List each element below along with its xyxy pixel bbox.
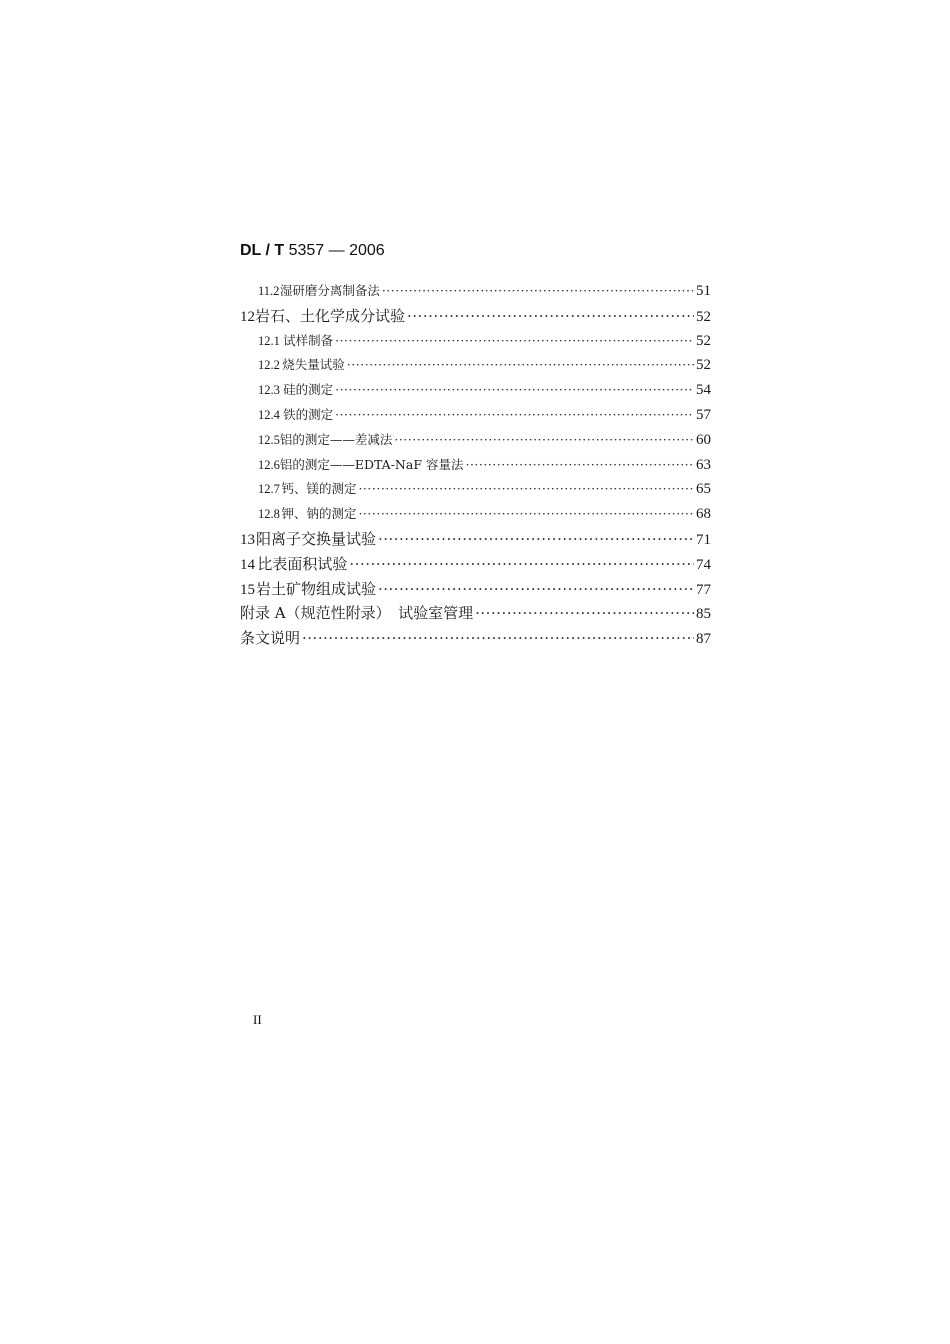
page-number: 63: [696, 456, 711, 473]
toc-row-12-3[interactable]: [240, 378, 711, 403]
section-number: 12.3: [258, 383, 280, 398]
dot-leader: [349, 552, 694, 577]
toc-row-12[interactable]: [240, 304, 711, 329]
section-title: 岩石、土化学成分试验: [255, 306, 406, 325]
section-title: 烧失量试验: [282, 357, 345, 373]
section-number: 12.7: [258, 482, 280, 497]
toc-row-appendix-a[interactable]: [240, 601, 711, 626]
page-header: [240, 242, 385, 260]
section-title: 硅的测定: [283, 382, 334, 398]
toc-row-12-1[interactable]: [240, 329, 711, 354]
section-title: 岩土矿物组成试验: [255, 579, 376, 598]
standard-number: 5357 — 2006: [288, 242, 385, 259]
section-number: 12.1: [258, 333, 280, 348]
page-number: 87: [696, 631, 711, 648]
dot-leader: [335, 329, 694, 354]
toc-row-14[interactable]: [240, 552, 711, 577]
toc-row-explanation[interactable]: [240, 626, 711, 651]
dot-leader: [358, 477, 694, 502]
section-number: 13: [240, 531, 255, 548]
section-title: 湿研磨分离制备法: [279, 283, 380, 298]
dot-leader: [378, 577, 694, 602]
dot-leader: [382, 279, 694, 304]
page-number: 51: [696, 283, 711, 299]
page-number: 74: [696, 556, 711, 573]
page-number: 52: [696, 357, 711, 374]
page-number: 85: [696, 606, 711, 623]
dot-leader: [394, 428, 694, 453]
section-title: 条文说明: [240, 629, 301, 648]
section-title: 比表面积试验: [257, 554, 348, 573]
toc-row-15[interactable]: [240, 577, 711, 602]
page-number: 68: [696, 506, 711, 523]
dot-leader: [407, 304, 694, 329]
dot-leader: [335, 378, 694, 403]
section-number: 12.5: [258, 432, 280, 447]
page-number: 57: [696, 406, 711, 423]
page-number: 52: [696, 332, 711, 349]
section-number: 14: [240, 556, 255, 573]
table-of-contents: [240, 279, 711, 651]
toc-row-12-5[interactable]: [240, 428, 711, 453]
page-footer-number: II: [253, 1012, 262, 1027]
toc-row-12-2[interactable]: [240, 353, 711, 378]
section-title: 铝的测定——EDTA-NaF 容量法: [279, 456, 464, 472]
dot-leader: [378, 527, 694, 552]
dot-leader: [465, 453, 694, 478]
section-title: 附录 A（规范性附录） 试验室管理: [240, 604, 474, 623]
section-title: 铁的测定: [283, 406, 334, 422]
toc-row-13[interactable]: [240, 527, 711, 552]
page-number: 65: [696, 481, 711, 498]
section-title: 阳离子交换量试验: [255, 529, 376, 548]
section-title: 铝的测定——差减法: [279, 431, 393, 447]
section-number: 12.6: [258, 457, 280, 472]
toc-row-11-2[interactable]: [240, 279, 711, 304]
standard-code: DL / T: [240, 242, 285, 259]
page-number: 77: [696, 581, 711, 598]
section-title: 钾、钠的测定: [281, 506, 357, 522]
page-number: 71: [696, 531, 711, 548]
section-number: 12.8: [258, 507, 280, 522]
dot-leader: [335, 403, 694, 428]
toc-row-12-6[interactable]: [240, 453, 711, 478]
toc-row-12-4[interactable]: [240, 403, 711, 428]
section-number: 12: [240, 308, 255, 325]
section-number: 11.2: [258, 284, 280, 298]
section-number: 12.2: [258, 358, 280, 373]
page-number: 52: [696, 308, 711, 325]
section-number: 15: [240, 581, 255, 598]
section-title: 钙、镁的测定: [281, 481, 357, 497]
page-number: 54: [696, 382, 711, 399]
section-title: 试样制备: [283, 332, 334, 348]
dot-leader: [347, 353, 694, 378]
section-number: 12.4: [258, 407, 280, 422]
dot-leader: [475, 601, 694, 626]
page-number: 60: [696, 431, 711, 448]
dot-leader: [358, 502, 694, 527]
dot-leader: [302, 626, 694, 651]
toc-row-12-8[interactable]: [240, 502, 711, 527]
toc-row-12-7[interactable]: [240, 477, 711, 502]
